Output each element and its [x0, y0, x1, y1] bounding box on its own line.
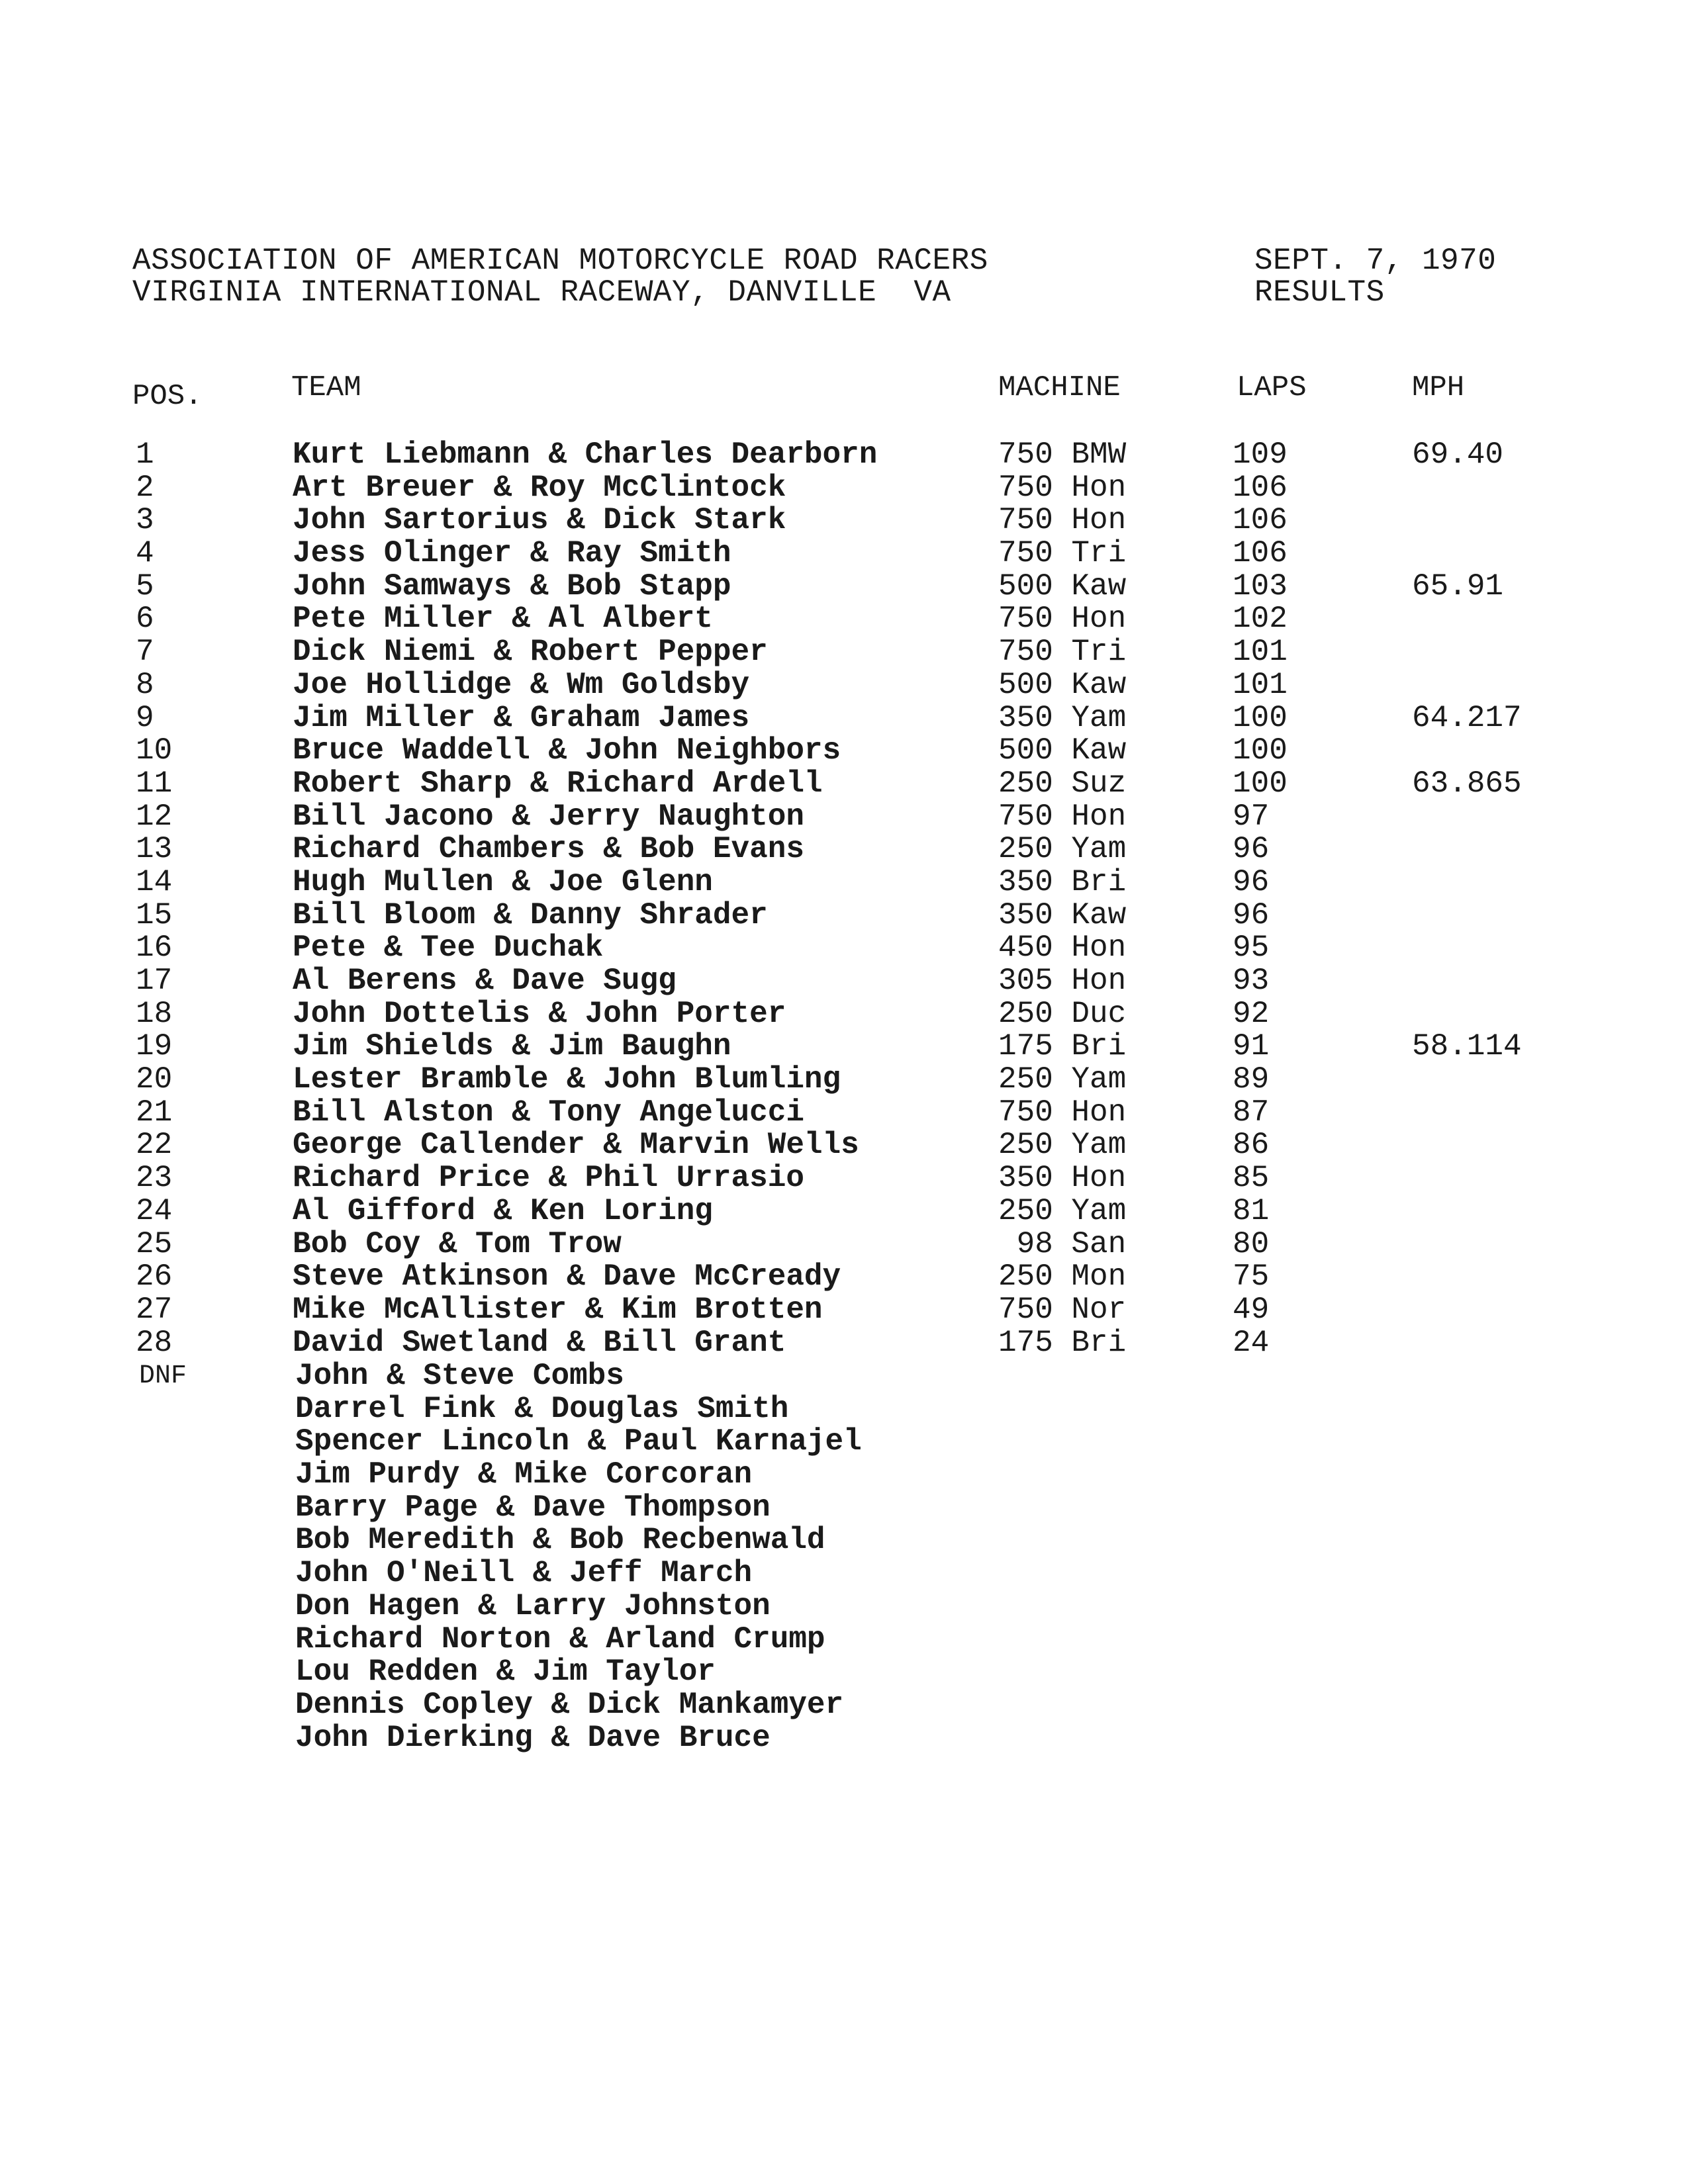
row-position: 13: [136, 832, 173, 867]
row-machine: 250 Yam: [998, 1193, 1127, 1228]
column-header-laps: LAPS: [1237, 371, 1307, 404]
venue-line: VIRGINIA INTERNATIONAL RACEWAY, DANVILLE VA: [132, 275, 951, 310]
table-row: [0, 1097, 1688, 1130]
row-team: Jess Olinger & Ray Smith: [293, 536, 731, 571]
row-team: Bill Bloom & Danny Shrader: [293, 897, 768, 933]
table-row: [0, 570, 1688, 604]
row-position: 3: [136, 503, 154, 538]
row-team: Kurt Liebmann & Charles Dearborn: [293, 437, 878, 472]
row-team: Al Gifford & Ken Loring: [293, 1193, 713, 1228]
dnf-team: Dennis Copley & Dick Mankamyer: [295, 1687, 844, 1722]
table-row: [0, 768, 1688, 801]
row-machine: 250 Duc: [998, 996, 1127, 1031]
row-laps: 106: [1233, 536, 1288, 571]
row-position: 21: [136, 1095, 173, 1130]
table-row: [0, 801, 1688, 834]
row-team: John Dottelis & John Porter: [293, 996, 786, 1031]
column-header-team: TEAM: [291, 371, 361, 404]
column-header-machine: MACHINE: [998, 371, 1121, 404]
row-laps: 75: [1233, 1259, 1270, 1295]
row-position: 27: [136, 1292, 173, 1327]
table-row: [0, 1327, 1688, 1360]
row-mph: 65.91: [1412, 569, 1504, 604]
row-position: 14: [136, 864, 173, 899]
table-row: [0, 504, 1688, 537]
table-row: [0, 669, 1688, 702]
row-laps: 109: [1233, 437, 1288, 472]
row-laps: 96: [1233, 832, 1270, 867]
row-laps: 106: [1233, 470, 1288, 505]
row-team: Mike McAllister & Kim Brotten: [293, 1292, 823, 1327]
row-laps: 24: [1233, 1325, 1270, 1360]
row-position: 15: [136, 897, 173, 933]
dnf-team: Bob Meredith & Bob Recbenwald: [295, 1523, 825, 1558]
row-laps: 101: [1233, 635, 1288, 670]
row-machine: 750 Tri: [998, 536, 1127, 571]
row-machine: 305 Hon: [998, 964, 1127, 998]
row-position: 1: [136, 437, 154, 472]
row-position: 19: [136, 1029, 173, 1064]
row-laps: 49: [1233, 1292, 1270, 1327]
row-team: Hugh Mullen & Joe Glenn: [293, 864, 713, 899]
row-laps: 100: [1233, 700, 1288, 735]
table-row: [0, 1261, 1688, 1294]
row-machine: 250 Yam: [998, 832, 1127, 867]
dnf-team: Richard Norton & Arland Crump: [295, 1621, 825, 1657]
dnf-row: [0, 1656, 1688, 1689]
row-team: Richard Price & Phil Urrasio: [293, 1161, 804, 1196]
row-laps: 106: [1233, 503, 1288, 538]
dnf-row: [0, 1722, 1688, 1755]
row-position: 7: [136, 635, 154, 670]
table-row: [0, 1064, 1688, 1097]
column-header-mph: MPH: [1412, 371, 1465, 404]
row-machine: 500 Kaw: [998, 667, 1127, 702]
row-position: 2: [136, 470, 154, 505]
document-header-right: [1254, 245, 1496, 308]
table-row: [0, 833, 1688, 866]
row-machine: 750 Hon: [998, 602, 1127, 637]
row-position: 23: [136, 1161, 173, 1196]
row-team: Lester Bramble & John Blumling: [293, 1062, 841, 1097]
row-position: 6: [136, 602, 154, 637]
row-machine: 750 Tri: [998, 635, 1127, 670]
row-laps: 103: [1233, 569, 1288, 604]
table-row: [0, 866, 1688, 899]
row-laps: 102: [1233, 602, 1288, 637]
row-laps: 89: [1233, 1062, 1270, 1097]
dnf-row: [0, 1524, 1688, 1557]
column-header-pos: POS.: [132, 380, 203, 413]
row-team: Bob Coy & Tom Trow: [293, 1226, 622, 1261]
row-machine: 350 Yam: [998, 700, 1127, 735]
dnf-team: Spencer Lincoln & Paul Karnajel: [295, 1424, 862, 1459]
table-row: [0, 998, 1688, 1031]
dnf-team: Don Hagen & Larry Johnston: [295, 1588, 771, 1623]
row-laps: 81: [1233, 1193, 1270, 1228]
row-machine: 250 Yam: [998, 1062, 1127, 1097]
dnf-list: [0, 1360, 1688, 1754]
table-row: [0, 965, 1688, 998]
row-machine: 175 Bri: [998, 1029, 1127, 1064]
row-laps: 80: [1233, 1226, 1270, 1261]
row-position: 25: [136, 1226, 173, 1261]
table-row: [0, 636, 1688, 669]
table-row: [0, 439, 1688, 472]
row-mph: 63.865: [1412, 766, 1522, 801]
dnf-row: [0, 1689, 1688, 1722]
row-machine: 98 San: [998, 1226, 1127, 1261]
row-laps: 96: [1233, 897, 1270, 933]
row-position: 18: [136, 996, 173, 1031]
table-row: [0, 735, 1688, 768]
dnf-team: Darrel Fink & Douglas Smith: [295, 1391, 789, 1426]
row-laps: 100: [1233, 733, 1288, 768]
row-machine: 450 Hon: [998, 931, 1127, 966]
row-team: Pete Miller & Al Albert: [293, 602, 713, 637]
row-laps: 95: [1233, 931, 1270, 966]
dnf-row: [0, 1360, 1688, 1393]
row-mph: 58.114: [1412, 1029, 1522, 1064]
row-position: 24: [136, 1193, 173, 1228]
row-laps: 87: [1233, 1095, 1270, 1130]
row-position: 16: [136, 931, 173, 966]
row-team: David Swetland & Bill Grant: [293, 1325, 786, 1360]
row-team: John Samways & Bob Stapp: [293, 569, 731, 604]
row-team: Bill Alston & Tony Angelucci: [293, 1095, 804, 1130]
row-machine: 750 Nor: [998, 1292, 1127, 1327]
dnf-row: [0, 1393, 1688, 1426]
row-position: 20: [136, 1062, 173, 1097]
row-position: 12: [136, 799, 173, 834]
dnf-row: [0, 1590, 1688, 1623]
dnf-team: Jim Purdy & Mike Corcoran: [295, 1457, 753, 1492]
table-row: [0, 1129, 1688, 1162]
row-team: Robert Sharp & Richard Ardell: [293, 766, 823, 801]
row-position: 4: [136, 536, 154, 571]
row-team: Al Berens & Dave Sugg: [293, 964, 677, 998]
row-laps: 93: [1233, 964, 1270, 998]
row-machine: 500 Kaw: [998, 733, 1127, 768]
dnf-row: [0, 1492, 1688, 1525]
row-machine: 750 BMW: [998, 437, 1127, 472]
row-team: Jim Miller & Graham James: [293, 700, 750, 735]
row-machine: 350 Bri: [998, 864, 1127, 899]
row-position: 26: [136, 1259, 173, 1295]
organization-title: ASSOCIATION OF AMERICAN MOTORCYCLE ROAD RACERS: [132, 244, 988, 278]
row-machine: 750 Hon: [998, 799, 1127, 834]
row-machine: 250 Yam: [998, 1128, 1127, 1163]
row-position: 8: [136, 667, 154, 702]
row-laps: 92: [1233, 996, 1270, 1031]
dnf-team: John & Steve Combs: [295, 1359, 624, 1393]
row-team: Joe Hollidge & Wm Goldsby: [293, 667, 750, 702]
row-machine: 750 Hon: [998, 470, 1127, 505]
row-laps: 96: [1233, 864, 1270, 899]
row-position: 10: [136, 733, 173, 768]
row-laps: 101: [1233, 667, 1288, 702]
dnf-row: [0, 1623, 1688, 1657]
row-team: Pete & Tee Duchak: [293, 931, 604, 966]
document-type: RESULTS: [1254, 275, 1385, 310]
row-position: 17: [136, 964, 173, 998]
row-laps: 91: [1233, 1029, 1270, 1064]
row-machine: 350 Hon: [998, 1161, 1127, 1196]
dnf-team: John Dierking & Dave Bruce: [295, 1720, 771, 1755]
row-position: 22: [136, 1128, 173, 1163]
document-header-left: [132, 245, 988, 308]
results-table: [0, 439, 1688, 1359]
row-machine: 750 Hon: [998, 503, 1127, 538]
row-team: George Callender & Marvin Wells: [293, 1128, 859, 1163]
table-row: [0, 1195, 1688, 1228]
row-mph: 69.40: [1412, 437, 1504, 472]
row-laps: 86: [1233, 1128, 1270, 1163]
row-machine: 750 Hon: [998, 1095, 1127, 1130]
table-row: [0, 1228, 1688, 1261]
row-team: Dick Niemi & Robert Pepper: [293, 635, 768, 670]
row-team: John Sartorius & Dick Stark: [293, 503, 786, 538]
dnf-row: [0, 1459, 1688, 1492]
table-row: [0, 932, 1688, 965]
row-machine: 250 Suz: [998, 766, 1127, 801]
table-row: [0, 603, 1688, 636]
row-position: 5: [136, 569, 154, 604]
table-row: [0, 702, 1688, 735]
row-laps: 85: [1233, 1161, 1270, 1196]
row-machine: 175 Bri: [998, 1325, 1127, 1360]
table-row: [0, 1030, 1688, 1064]
dnf-label: DNF: [139, 1361, 187, 1391]
row-team: Jim Shields & Jim Baughn: [293, 1029, 731, 1064]
row-laps: 100: [1233, 766, 1288, 801]
table-row: [0, 537, 1688, 570]
row-team: Bruce Waddell & John Neighbors: [293, 733, 841, 768]
row-team: Art Breuer & Roy McClintock: [293, 470, 786, 505]
row-team: Richard Chambers & Bob Evans: [293, 832, 804, 867]
row-position: 9: [136, 700, 154, 735]
dnf-row: [0, 1426, 1688, 1459]
dnf-team: John O'Neill & Jeff March: [295, 1556, 753, 1591]
row-mph: 64.217: [1412, 700, 1522, 735]
dnf-team: Lou Redden & Jim Taylor: [295, 1655, 716, 1690]
row-position: 28: [136, 1325, 173, 1360]
row-team: Bill Jacono & Jerry Naughton: [293, 799, 804, 834]
table-row: [0, 899, 1688, 933]
table-row: [0, 1294, 1688, 1327]
row-machine: 350 Kaw: [998, 897, 1127, 933]
row-team: Steve Atkinson & Dave McCready: [293, 1259, 841, 1295]
table-row: [0, 472, 1688, 505]
table-row: [0, 1162, 1688, 1195]
row-machine: 250 Mon: [998, 1259, 1127, 1295]
row-laps: 97: [1233, 799, 1270, 834]
dnf-team: Barry Page & Dave Thompson: [295, 1490, 771, 1525]
row-position: 11: [136, 766, 173, 801]
event-date: SEPT. 7, 1970: [1254, 244, 1497, 278]
row-machine: 500 Kaw: [998, 569, 1127, 604]
dnf-row: [0, 1557, 1688, 1590]
